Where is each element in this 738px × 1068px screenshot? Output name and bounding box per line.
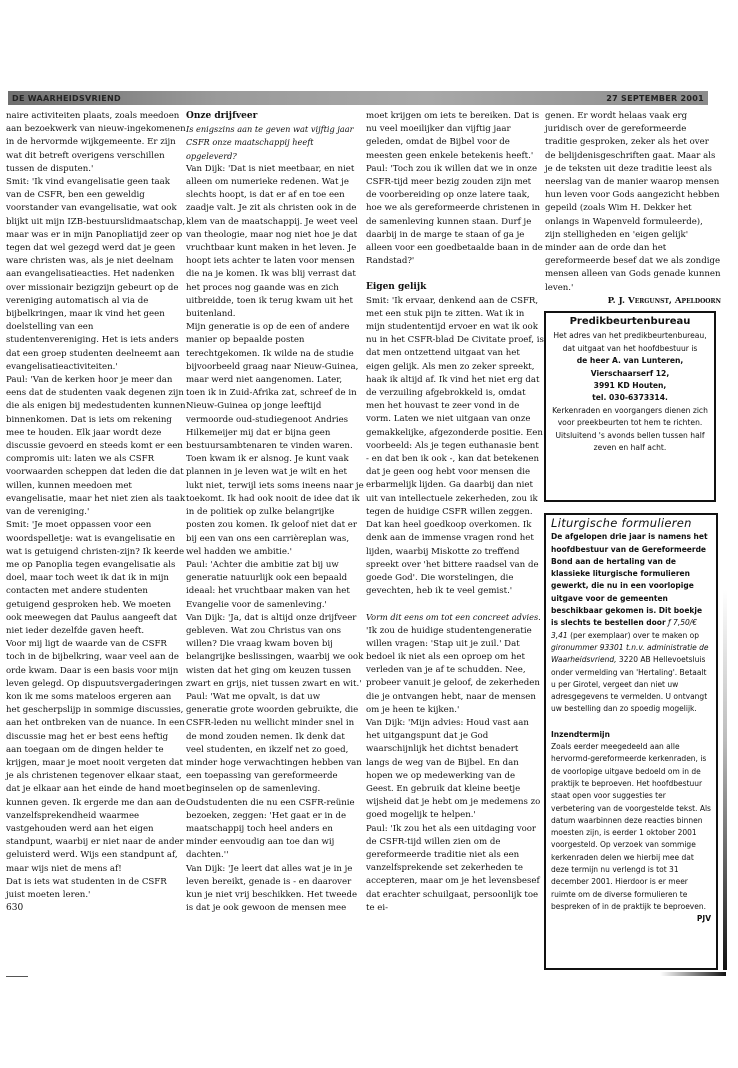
box-subheading: Inzendtermijn bbox=[551, 729, 610, 739]
column-1 bbox=[6, 110, 186, 915]
paragraph: Dat is iets wat studenten in de CSFR juist moeten leren.' bbox=[6, 876, 167, 900]
box-title: Liturgische formulieren bbox=[551, 516, 692, 530]
box-note: Kerkenraden en voorgangers dienen zich voor preekbeurten tot hem te richten. bbox=[552, 405, 708, 428]
paragraph: Paul: 'Ik zou het als een uitdaging voor de CSFR-tijd willen zien om de gereformeerde traditie niet als een vanzelfsprekende set zekerheden te accepteren, maar om je het levensbesef dat erachter schuilgaat, persoonlijk toe te ei- bbox=[366, 823, 540, 913]
contact-name: de heer A. van Lunteren, bbox=[576, 356, 684, 366]
paragraph: moet krijgen om iets te bereiken. Dat is nu veel moeilijker dan vijftig jaar geleden, omdat de Bijbel voor de meesten geen enkele betekenis heeft.' bbox=[366, 111, 540, 161]
box-text: (per exemplaar) over te maken op bbox=[570, 630, 700, 640]
box-text: De afgelopen drie jaar is namens het hoofdbestuur van de Gereformeerde Bond aan de hertaling van de klassieke liturgische formulieren gewerkt, die nu in een voorlopige uitgave voor de gemeenten beschikbaar gekomen is. Dit boekje is slechts te bestellen door bbox=[551, 532, 708, 628]
liturgische-formulieren-box bbox=[544, 513, 718, 970]
paragraph: Van Dijk: 'Dat is niet meetbaar, en niet alleen om numerieke redenen. Wat je slechts hoopt, is dat er af en toe een zaadje valt. Je zit als christen ook in de klem van de maatschappij. Je weet veel van theologie, maar nog niet hoe je dat vruchtbaar kunt maken in het leven. Je hoopt iets achter te laten voor mensen die na je komen. Ik was blij verrast dat het proces nog gaande was en zich uitbreidde, toen ik terug kwam uit het buitenland. bbox=[186, 163, 358, 320]
paragraph: Paul: 'Van de kerken hoor je meer dan eens dat de studenten vaak degenen zijn die als enigen bij medestudenten kunnen binnenkomen. Dat is iets om rekening mee te houden. Elk jaar wordt deze discussie gevoerd en steeds komt er een compromis uit: laten we als CSFR voorwaarden scheppen dat leden die dat willen, kunnen meedoen met evangelisatie, maar het niet zien als taak van de vereniging.' bbox=[6, 375, 186, 518]
section-heading: Eigen gelijk bbox=[366, 282, 427, 293]
predikbeurtenbureau-box bbox=[544, 311, 716, 502]
paragraph: Paul: 'Wat me opvalt, is dat uw generatie grote woorden gebruikte, die CSFR-leden nu wellicht minder snel in de mond zouden nemen. Ik denk dat veel studenten, en ikzelf net zo goed, minder hoge verwachtingen hebben van een toepassing van gereformeerde beginselen op de samenleving. Oudstudenten die nu een CSFR-reünie bezoeken, zeggen: 'Het gaat er in de maatschappij toch heel anders en minder eenvoudig aan toe dan wij dachten.'' bbox=[186, 691, 362, 861]
paragraph: Smit: 'Ik vind evangelisatie geen taak van de CSFR, ben een geweldig voorstander van evangelisatie, wat ook blijkt uit mijn IZB-bestuurslidmaatschap, maar was er in mijn Panopliatijd zeer op tegen dat wel gezegd werd dat je geen ware christen was, als je niet deelnam aan evangelisatieacties. Het nadenken over missionair bezigzijn gebeurt op de vereniging automatisch al via de bijbelkringen, maar ik vind het geen doelstelling van een studentenvereniging. Het is iets anders dat een groep studenten deelneemt aan evangelisatieactiviteiten.' bbox=[6, 177, 186, 372]
box-paragraph: Zoals eerder meegedeeld aan alle hervormd-gereformeerde kerkenraden, is de voorlopige uitgave bedoeld om in de praktijk te beproeven. Het hoofdbestuur staat open voor suggesties ter verbetering van de voorgestelde tekst. Als datum waarbinnen deze reacties binnen moesten zijn, is eerder 1 oktober 2001 voorgesteld. Op verzoek van sommige kerkenraden delen we hierbij mee dat deze termijn nu verlengd is tot 31 december 2001. Hierdoor is er meer ruimte om de diverse formulieren te bespreken of in de praktijk te beproeven. bbox=[551, 742, 711, 911]
paragraph: Paul: 'Toch zou ik willen dat we in onze CSFR-tijd meer bezig zouden zijn met de voorbereiding op onze latere taak, hoe we als gereformeerde christenen in de samenleving kunnen staan. Durf je daarbij in de marge te staan of ga je alleen voor een goedbetaalde baan in de Randstad?' bbox=[366, 163, 543, 267]
box-initials: PJV bbox=[696, 914, 711, 924]
paragraph: Mijn generatie is op de een of andere manier op bepaalde posten terechtgekomen. Ik wilde na de studie bijvoorbeeld graag naar Nieuw-Guinea, maar werd niet aangenomen. Later, toen ik in Zuid-Afrika zat, schreef de in Nieuw-Guinea op jonge leeftijd vermoorde oud-studiegenoot Andries Hilkemeijer mij dat er bijna geen bestuursambtenaren te vinden waren. Toen kwam ik er alsnog. Je kunt vaak plannen in je leven wat je wilt en het lukt niet, terwijl iets soms ineens naar je toekomt. Ik had ook nooit de idee dat ik in de politiek op zulke belangrijke posten zou komen. Ik geloof niet dat er bij een van ons een carrièreplan was, wel hadden we ambitie.' bbox=[186, 322, 364, 557]
price: ƒ 7,50/€ 3,41 bbox=[551, 618, 698, 640]
paragraph: 'Ik zou de huidige studentengeneratie willen vragen: 'Stap uit je zuil.' Dat bedoel ik niet als een oproep om het verleden van je af te schudden. Nee, probeer vanuit je geloof, de zekerheden die je ontvangen hebt, naar de mensen om je heen te kijken.' bbox=[366, 625, 540, 715]
masthead-band bbox=[8, 91, 708, 105]
giro-number: gironummer 93301 t.n.v. administratie de Waarheidsvriend, bbox=[551, 642, 709, 665]
publication-name: DE WAARHEIDSVRIEND bbox=[12, 93, 121, 103]
interview-question: Is enigszins aan te geven wat vijftig jaar CSFR onze maatschappij heeft opgeleverd? bbox=[186, 124, 354, 161]
issue-date: 27 SEPTEMBER 2001 bbox=[606, 93, 704, 103]
contact-street: Vierschaarserf 12, bbox=[590, 368, 670, 378]
contact-city: 3991 KD Houten, bbox=[593, 381, 667, 391]
box-note: Uitsluitend 's avonds bellen tussen half zeven en half acht. bbox=[555, 430, 705, 453]
footer-rule bbox=[6, 976, 28, 977]
box-text: 3220 AB Hellevoetsluis onder vermelding van 'Hertaling'. Betaalt u per Girotel, vergeet dan niet uw adresgegevens te vermelden. U ontvangt uw bestelling dan zo spoedig mogelijk. bbox=[551, 655, 708, 714]
box-paragraph bbox=[551, 531, 711, 715]
page-number: 630 bbox=[6, 903, 24, 914]
contact-phone: tel. 030-6373314. bbox=[592, 393, 668, 403]
paragraph: Voor mij ligt de waarde van de CSFR toch in de bijbelkring, waar veel aan de orde kwam. Daar is een basis voor mijn leven gelegd. Op dispuutsvergaderingen kon ik me soms mateloos ergeren aan het gescherpslijp in sommige discussies, aan het ontbreken van de nuance. In een discussie mag het er best eens heftig aan toegaan om de dingen helder te krijgen, maar je moet nooit vergeten dat je als christenen tegenover elkaar staat, dat je elkaar aan het einde de hand moet kunnen geven. Ik ergerde me dan aan de vanzelfsprekendheid waarmee vastgehouden werd aan het eigen standpunt, waarbij er niet naar de ander geluisterd werd. Wijs een standpunt af, maar wijs niet de mens af! bbox=[6, 639, 186, 874]
author-signature: P. J. Vergunst, Apeldoorn bbox=[607, 295, 721, 306]
column-3 bbox=[366, 110, 544, 915]
paragraph: Paul: 'Achter die ambitie zat bij uw generatie natuurlijk ook een bepaald ideaal: het vruchtbaar maken van het Evangelie voor de samenleving.' bbox=[186, 559, 350, 610]
page-curl-shadow bbox=[660, 972, 726, 976]
paragraph: Van Dijk: 'Je leert dat alles wat je in je leven bereikt, genade is - en daarover kun je niet vrij beschikken. Het tweede is dat je ook gewoon de mensen mee bbox=[186, 863, 358, 914]
paragraph: Van Dijk: 'Mijn advies: Houd vast aan het uitgangspunt dat je God waarschijnlijk het dichtst benadert langs de weg van de Bijbel. En dan hopen we op medewerking van de Geest. En gebruik dat kleine beetje wijsheid dat je hebt om je medemens zo goed mogelijk te helpen.' bbox=[366, 717, 541, 821]
page-curl-shadow bbox=[723, 590, 727, 970]
column-2 bbox=[186, 110, 364, 915]
box-title: Predikbeurtenbureau bbox=[569, 316, 691, 327]
interview-question: Vorm dit eens om tot een concreet advies. bbox=[366, 612, 541, 623]
paragraph: Smit: 'Je moet oppassen voor een woordspelletje: wat is evangelisatie en wat is getuigend christen-zijn? Ik keerde me op Panoplia tegen evangelisatie als doel, maar toch weet ik dat ik in mijn contacten met andere studenten getuigend gesproken heb. We moeten ook meewegen dat Paulus aangeeft dat niet ieder dezelfde gaven heeft. bbox=[6, 520, 185, 636]
column-4 bbox=[545, 110, 721, 308]
paragraph: Van Dijk: 'Ja, dat is altijd onze drijfveer gebleven. Wat zou Christus van ons willen? Die vraag kwam boven bij belangrijke beslissingen, waarbij we ook wisten dat het ging om keuzen tussen zwart en grijs, niet tussen zwart en wit.' bbox=[186, 612, 364, 689]
section-heading: Onze drijfveer bbox=[186, 111, 258, 121]
paragraph: genen. Er wordt helaas vaak erg juridisch over de gereformeerde traditie gesproken, zeker als het over de belijdenisgeschriften gaat. Maar als je de teksten uit deze traditie leest als neerslag van de manier waarop mensen hun leven voor Gods aangezicht hebben gepeild (zoals Wim H. Dekker het onlangs in Wapenveld formuleerde), zijn stelligheden en 'eigen gelijk' minder aan de orde dan het gereformeerde besef dat we als zondige mensen alleen van Gods genade kunnen leven.' bbox=[545, 111, 721, 293]
paragraph: naire activiteiten plaats, zoals meedoen aan bezoekwerk van nieuw-ingekomenen in de hervormde wijkgemeente. Er zijn wat dit betreft overigens verschillen tussen de disputen.' bbox=[6, 111, 186, 174]
box-intro: Het adres van het predikbeurtenbureau, dat uitgaat van het hoofdbestuur is bbox=[553, 331, 707, 353]
paragraph: Smit: 'Ik ervaar, denkend aan de CSFR, met een stuk pijn te zitten. Wat ik in mijn studententijd ervoer en wat ik ook nu in het CSFR-blad De Civitate proef, is dat men ontzettend uitgaat van het eigen gelijk. Als men zo zeker spreekt, haak ik altijd af. Ik vind het niet erg dat de verzuiling afgebrokkeld is, omdat men het houvast te zeer vond in de vorm. Laten we niet uitgaan van onze gemakkelijke, afgezonderde positie. Een voorbeeld: Als je tegen euthanasie bent - en dat ben ik ook -, kan dat betekenen dat je geen oog hebt voor mensen die erbarmelijk lijden. Ga daarbij dan niet uit van intellectuele zekerheden, zou ik tegen de huidige CSFR willen zeggen. Dat kan heel goedkoop overkomen. Ik denk aan de immense vragen rond het lijden, waarbij Miskotte zo treffend spreekt over 'het bittere raadsel van de goede God'. Die worstelingen, die gevechten, heb ik te veel gemist.' bbox=[366, 295, 544, 597]
